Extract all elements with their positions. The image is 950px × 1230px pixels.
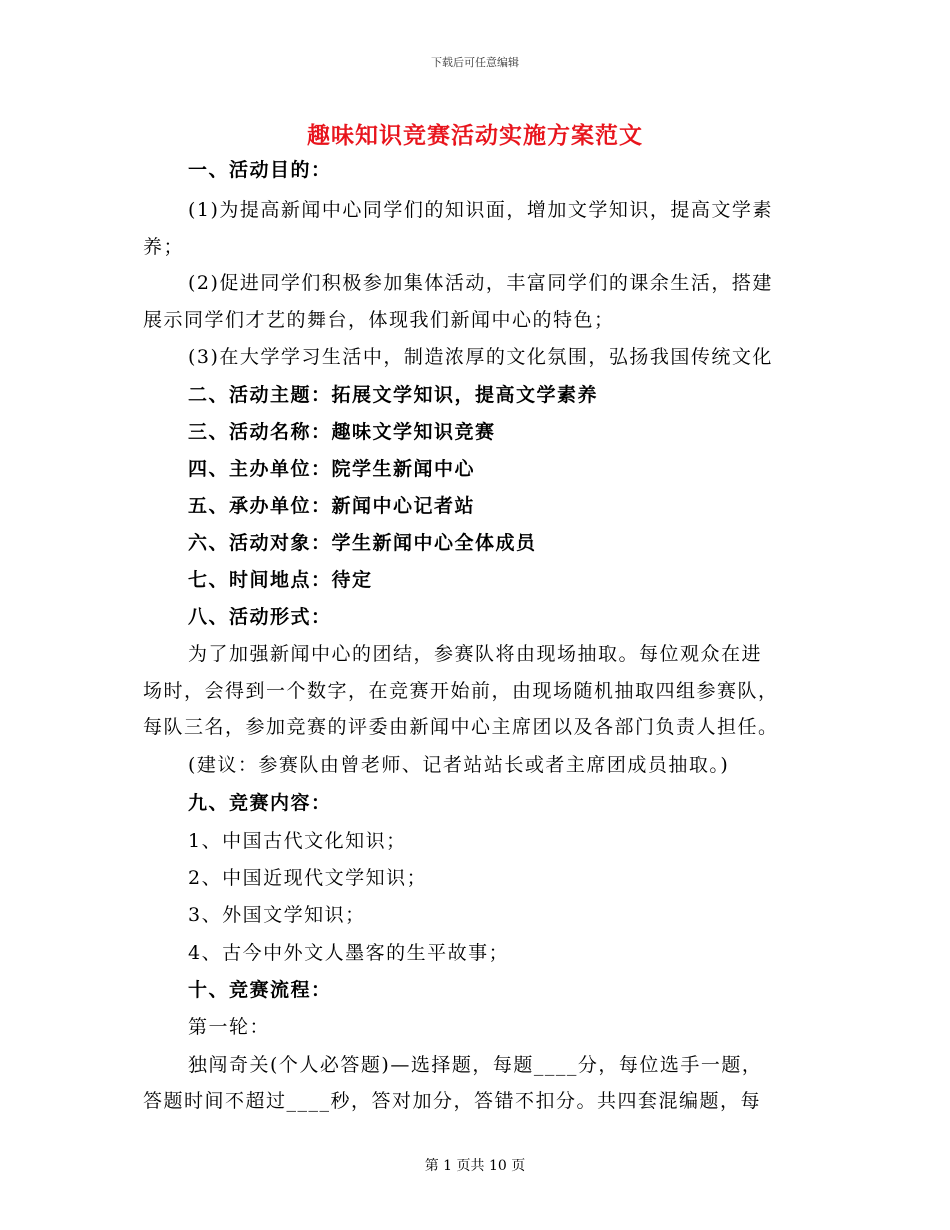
section-heading: 五、承办单位：新闻中心记者站 [188,495,476,517]
paragraph-line: (3)在大学学习生活中，制造浓厚的文化氛围，弘扬我国传统文化 [188,346,773,368]
section-heading: 二、活动主题：拓展文学知识，提高文学素养 [188,384,599,406]
paragraph-line: 独闯奇关(个人必答题)—选择题，每题____分，每位选手一题， [188,1054,763,1076]
page-footer: 第 1 页共 10 页 [424,1158,526,1174]
paragraph-line: 3、外国文学知识； [188,904,366,926]
paragraph-line: 养； [143,236,185,258]
paragraph-line: 1、中国古代文化知识； [188,830,407,852]
page-header: 下载后可任意编辑 [431,56,519,69]
paragraph-line: (建议：参赛队由曾老师、记者站站长或者主席团成员抽取。) [188,754,730,776]
paragraph-line: (2)促进同学们积极参加集体活动，丰富同学们的课余生活，搭建 [188,272,773,294]
section-heading: 七、时间地点：待定 [188,569,373,591]
section-heading: 十、竞赛流程： [188,979,332,1001]
document-title: 趣味知识竞赛活动实施方案范文 [307,122,643,149]
paragraph-line: 为了加强新闻中心的团结，参赛队将由现场抽取。每位观众在进 [188,643,763,665]
paragraph-line: 4、古今中外文人墨客的生平故事； [188,942,510,964]
section-heading: 九、竞赛内容： [188,792,332,814]
section-heading: 八、活动形式： [188,606,332,628]
paragraph-line: (1)为提高新闻中心同学们的知识面，增加文学知识，提高文学素 [188,199,773,221]
paragraph-line: 2、中国近现代文学知识； [188,867,428,889]
paragraph-line: 场时，会得到一个数字，在竞赛开始前，由现场随机抽取四组参赛队， [143,680,779,702]
section-heading: 一、活动目的： [188,159,332,181]
section-heading: 六、活动对象：学生新闻中心全体成员 [188,532,537,554]
section-heading: 四、主办单位：院学生新闻中心 [188,458,476,480]
paragraph-line: 每队三名，参加竞赛的评委由新闻中心主席团以及各部门负责人担任。 [143,716,779,738]
paragraph-line: 展示同学们才艺的舞台，体现我们新闻中心的特色； [143,309,615,331]
paragraph-line: 第一轮： [188,1016,271,1038]
paragraph-line: 答题时间不超过____秒，答对加分，答错不扣分。共四套混编题，每 [143,1090,762,1112]
section-heading: 三、活动名称：趣味文学知识竞赛 [188,421,496,443]
